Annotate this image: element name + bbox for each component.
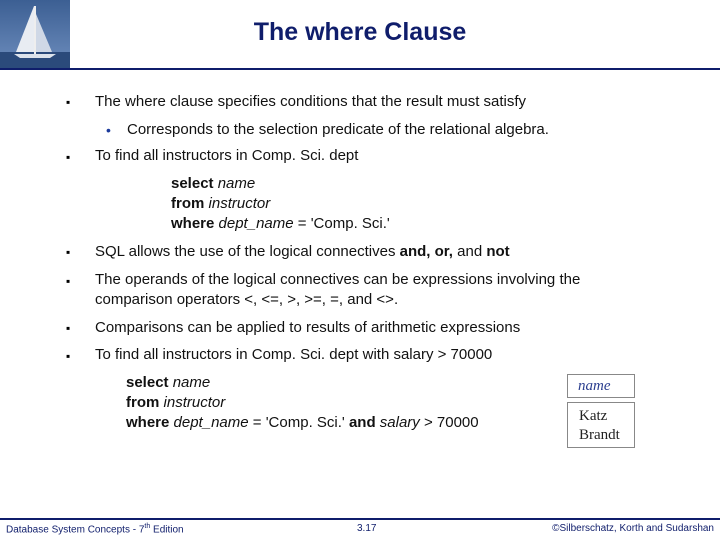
where-line	[171, 214, 390, 234]
footer-copyright: ©Silberschatz, Korth and Sudarshan	[552, 523, 714, 534]
footer-book-title-text: Database System Concepts - 7	[6, 524, 145, 536]
from-line	[126, 393, 479, 413]
round-bullet-icon: •	[106, 122, 111, 138]
select-line	[171, 174, 390, 194]
footer-page-number: 3.17	[357, 523, 377, 534]
select-keyword: select	[126, 374, 169, 391]
where-condition: = 'Comp. Sci.'	[293, 215, 390, 232]
where-keyword: where	[125, 93, 166, 110]
square-bullet-icon: ▪	[66, 349, 71, 363]
select-attribute: name	[172, 374, 211, 391]
where-line	[126, 413, 479, 433]
where-attribute: dept_name	[218, 215, 294, 232]
result-table-header: name	[567, 374, 635, 398]
footer-book-title-end: Edition	[150, 524, 184, 536]
square-bullet-icon: ▪	[66, 150, 71, 164]
bullet-text: SQL allows the use of the logical connectives	[95, 243, 400, 260]
from-relation: instructor	[208, 195, 271, 212]
bullet-text: and	[452, 243, 487, 260]
sql-query-1	[171, 174, 390, 234]
select-attribute: name	[217, 175, 256, 192]
sub-bullet-text: Corresponds to the selection predicate of the relational algebra.	[127, 121, 549, 138]
bullet-text: clause specifies conditions that the result must satisfy	[165, 93, 527, 110]
connective-keywords: and, or,	[399, 243, 453, 260]
bullet-text: To find all instructors in Comp. Sci. dept with salary > 70000	[95, 346, 493, 363]
bullet-line: comparison operators <, <=, >, >=, =, and <>.	[95, 291, 399, 308]
where-keyword: where	[171, 215, 215, 232]
bullet-text: Comparisons can be applied to results of arithmetic expressions	[95, 319, 521, 336]
bullet-logical-connectives	[95, 242, 510, 262]
where-keyword: where	[126, 414, 170, 431]
footer-superscript: th	[144, 523, 151, 530]
footer-book-title	[6, 523, 184, 535]
result-table-body	[567, 402, 635, 448]
square-bullet-icon: ▪	[66, 95, 71, 109]
sql-query-2	[126, 373, 479, 433]
from-keyword: from	[126, 394, 160, 411]
bullet-text: The	[95, 93, 126, 110]
bullet-operands	[95, 270, 580, 310]
select-keyword: select	[171, 175, 214, 192]
select-line	[126, 373, 479, 393]
where-attribute: dept_name	[173, 414, 249, 431]
bullet-text: To find all instructors in Comp. Sci. dept	[95, 147, 359, 164]
title-divider	[0, 68, 720, 70]
and-keyword: and	[348, 414, 376, 431]
bullet-where-clause	[95, 92, 526, 112]
square-bullet-icon: ▪	[66, 321, 71, 335]
bullet-line: The operands of the logical connectives can be expressions involving the	[95, 271, 581, 288]
from-relation: instructor	[163, 394, 226, 411]
from-line	[171, 194, 390, 214]
table-row: Katz	[579, 408, 608, 424]
not-keyword: not	[486, 243, 510, 260]
footer-divider	[0, 518, 720, 520]
square-bullet-icon: ▪	[66, 274, 71, 288]
table-row: Brandt	[579, 427, 620, 443]
salary-attribute: salary	[379, 414, 420, 431]
square-bullet-icon: ▪	[66, 245, 71, 259]
page-title: The where Clause	[253, 18, 467, 46]
from-keyword: from	[171, 195, 205, 212]
salary-condition: > 70000	[419, 414, 479, 431]
where-condition: = 'Comp. Sci.'	[248, 414, 349, 431]
